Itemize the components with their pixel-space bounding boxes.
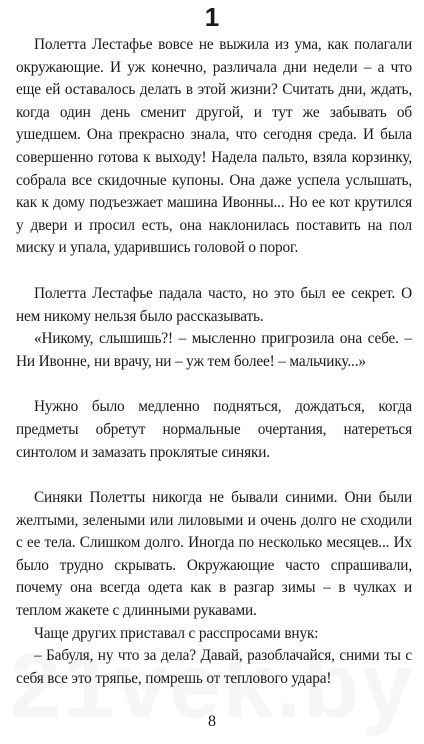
paragraph: «Никому, слышишь?! – мысленно пригрозила она себе. – Ни Ивонне, ни врачу, ни – уж тем более! – мальчику...» [16,330,412,370]
paragraph: Синяки Полетты никогда не бывали синими. Они были желтыми, зелеными или лиловыми и очень долго не сходили с ее тела. Слишком долго. Иногда по несколько месяцев... Их было трудно скрывать. Окружающие часто спрашивали, почему она всегда одета как в разгар зимы – в чулках и теплом жакете с длинными рукавами. [16,489,412,620]
paragraph: Нужно было медленно подняться, дождаться, когда предметы обретут нормальные очертания, натереться синтолом и замазать проклятые синяки. [16,398,412,461]
paragraph: Чаще других приставал с расспросами внук: [34,624,319,642]
chapter-number: 1 [204,2,220,32]
paragraph: Полетта Лестафье вовсе не выжила из ума, как полагали окружающие. И уж конечно, различала дни недели – а что еще ей оставалось делать в этой жизни? Считать дни, ждать, когда один день сменит другой, и тут же забывать об ушедшем. Она прекрасно знала, что сегодня среда. И была совершенно готова к выходу! Надела пальто, взяла корзинку, собрала все скидочные купоны. Она даже успела услышать, как к дому подъезжает машина Ивонны... Но ее кот крутился у двери и просил есть, она наклонилась поставить на пол миску и упала, ударившись головой о порог. [16,36,412,257]
paragraph: Полетта Лестафье падала часто, но это был ее секрет. О нем никому нельзя было рассказывать. [16,284,412,325]
chapter-text [16,34,412,690]
page-number: 8 [208,713,216,730]
paragraph: – Бабуля, ну что за дела? Давай, разоблачайся, сними ты с себя все это тряпье, помрешь от теплового удара! [16,647,412,687]
